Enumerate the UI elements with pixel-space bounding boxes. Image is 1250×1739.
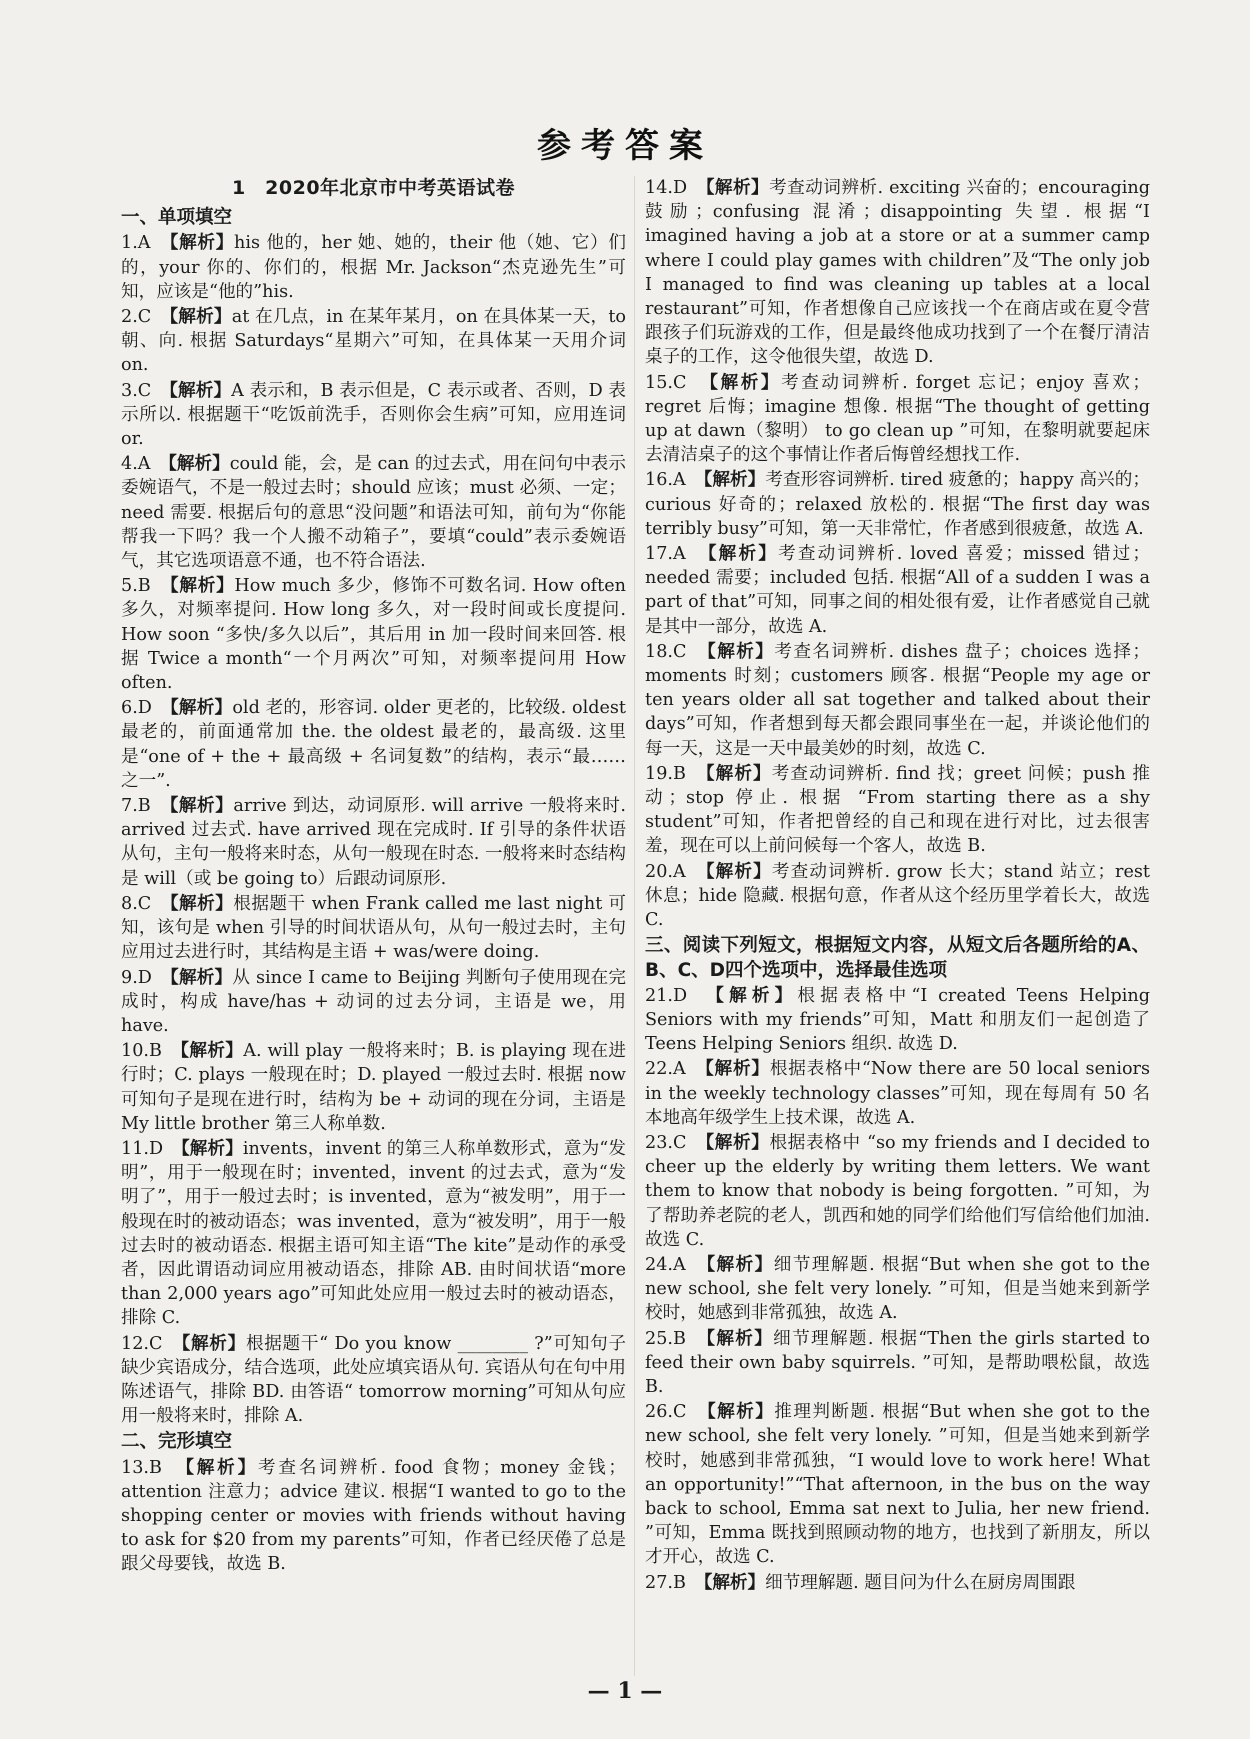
analysis-tag: 【解析】 (715, 985, 798, 1006)
answer-number: 7.B (121, 796, 151, 817)
answer-item (121, 379, 626, 452)
analysis-tag: 【解析】 (169, 893, 234, 914)
answer-number: 16.A (645, 470, 686, 491)
analysis-tag: 【解析】 (709, 372, 782, 393)
answer-number: 25.B (645, 1328, 686, 1349)
answer-text: 根据题干“ Do you know ________ ?”可知句子缺少宾语成分，结合选项，此处应填宾语从句. 宾语从句在句中用陈述语气，排除 BD. 由答语“ tomorrow morning”可知从句应用一般将来时，排除 A. (121, 1333, 626, 1427)
answer-number: 27.B (645, 1572, 686, 1593)
analysis-tag: 【解析】 (706, 641, 775, 662)
answer-number: 11.D (121, 1138, 164, 1159)
analysis-tag: 【解析】 (168, 454, 230, 475)
answer-number: 22.A (645, 1059, 686, 1080)
right-column (645, 176, 1150, 1596)
answer-item (121, 231, 626, 304)
answer-text: 细节理解题. 题目问为什么在厨房周围跟 (765, 1572, 1076, 1593)
answer-item (121, 794, 626, 891)
answer-item (121, 966, 626, 1039)
answer-text: 细节理解题. 根据“But when she got to the new school, she felt very lonely. ”可知，但是当她来到新学校时，她感到非常孤独，故选 A. (645, 1254, 1150, 1324)
answer-text: 根据表格中“Now there are 50 local seniors in the weekly technology classes”可知，现在每周有 50 名本地高年级学生上技术课，故选 A. (645, 1059, 1150, 1128)
page-title: 参考答案 (537, 126, 713, 166)
analysis-tag: 【解析】 (169, 307, 232, 328)
left-column (121, 172, 626, 1578)
answer-text: 考查动词辨析. grow 长大；stand 站立；rest 休息；hide 隐藏. 根据句意，作者从这个经历里学着长大，故选 C. (645, 861, 1150, 931)
answer-number: 10.B (121, 1041, 162, 1062)
answer-number: 12.C (121, 1333, 163, 1354)
answer-text: 考查名词辨析. dishes 盘子；choices 选择；moments 时刻；customers 顾客. 根据“People my age or ten years older all sat together and talked about their days”可知，作者想到每天都会跟同事坐在一起，并谈论他们的每一天，这是一天中最美妙的时刻，故选 C. (645, 641, 1150, 759)
answer-item (645, 542, 1150, 639)
answer-item (645, 371, 1150, 468)
answer-number: 1.A (121, 233, 151, 254)
analysis-tag: 【解析】 (703, 1572, 766, 1593)
analysis-tag: 【解析】 (169, 698, 233, 719)
analysis-tag: 【解析】 (705, 1132, 770, 1153)
answer-number: 13.B (121, 1457, 162, 1478)
answer-item (121, 452, 626, 573)
answer-number: 19.B (645, 763, 686, 784)
answer-text: 考查动词辨析. find 找；greet 问候；push 推动；stop 停止. 根据 “From starting there as a shy student”可知，作者把曾经的自己和现在进行对比，过去很害羞，现在可以上前问候每一个客人，故选 B. (645, 763, 1150, 857)
analysis-tag: 【解析】 (704, 1059, 770, 1080)
analysis-tag: 【解析】 (706, 1328, 774, 1349)
analysis-tag: 【解析】 (169, 380, 232, 401)
answer-number: 21.D (645, 985, 688, 1006)
answer-number: 3.C (121, 380, 152, 401)
answer-number: 6.D (121, 698, 152, 719)
answer-item (645, 1400, 1150, 1569)
analysis-tag: 【解析】 (706, 1254, 774, 1275)
answer-item (121, 574, 626, 695)
analysis-tag: 【解析】 (169, 796, 234, 817)
answer-number: 17.A (645, 544, 686, 565)
answer-text: 考查动词辨析. forget 忘记；enjoy 喜欢；regret 后悔；imagine 想像. 根据“The thought of getting up at dawn（黎明） to go clean up ”可知，在黎明就要起床去清洁桌子的这个事情让作者后悔曾经想找工作. (645, 372, 1150, 466)
answer-text: 考查动词辨析. loved 喜爱；missed 错过；needed 需要；included 包括. 根据“All of a sudden I was a part of that”可知，同事之间的相处很有爱，让作者感觉自己就是其中一部分，故选 A. (645, 544, 1150, 637)
answer-number: 8.C (121, 893, 152, 914)
answer-text: How much 多少，修饰不可数名词. How often 多久，对频率提问. How long 多久，对一段时间或长度提问. How soon “多快/多久以后”，其后用 in 加一段时间来回答. 根据 Twice a month“一个月两次”可知，对频率提问用 How often. (121, 576, 626, 694)
answer-number: 15.C (645, 372, 687, 393)
answer-number: 26.C (645, 1402, 687, 1423)
answer-number: 24.A (645, 1254, 686, 1275)
answer-text: old 老的，形容词. older 更老的，比较级. oldest 最老的，前面通常加 the. the oldest 最老的，最高级. 这里是“one of + the + 最高级 + 名词复数”的结构，表示“最……之一”. (121, 698, 626, 791)
analysis-tag: 【解析】 (169, 967, 233, 988)
analysis-tag: 【解析】 (180, 1041, 244, 1062)
column-divider (634, 176, 635, 1676)
answer-text: at 在几点，in 在某年某月，on 在具体某一天，to 朝、向. 根据 Saturdays“星期六”可知，在具体某一天用介词 on. (121, 307, 626, 376)
analysis-tag: 【解析】 (185, 1457, 258, 1478)
answer-item (645, 1327, 1150, 1400)
answer-item (645, 762, 1150, 859)
answer-text: arrive 到达，动词原形. will arrive 一般将来时. arrived 过去式. have arrived 现在完成时. If 引导的条件状语从句，主句一般将来时态，从句一般现在时态. 一般将来时态结构是 will（或 be going to）后跟动词原形. (121, 796, 626, 889)
analysis-tag: 【解析】 (705, 861, 772, 882)
answer-item (121, 1456, 626, 1577)
answer-text: invents，invent 的第三人称单数形式，意为“发明”，用于一般现在时；invented，invent 的过去式，意为“发明了”，用于一般过去时；is invented，意为“被发明”，用于一般现在时的被动语态；was invented，意为“被发明”，用于一般过去时的被动语态. 根据主语可知主语“The kite”是动作的承受者，因此谓语动词应用被动语态，排除 AB. 由时间状语“more than 2,000 years ago”可知此处应用一般过去时的被动语态，排除 C. (121, 1138, 627, 1329)
answer-text: 根据题干 when Frank called me last night 可知，该句是 when 引导的时间状语从句，从句一般过去时，主句应用过去进行时，其结构是主语 + was/were doing. (121, 893, 626, 963)
page-number: — 1 — (587, 1678, 663, 1704)
answer-number: 20.A (645, 861, 686, 882)
answer-item (645, 860, 1150, 933)
answer-item (121, 696, 626, 793)
answer-item (645, 984, 1150, 1057)
section-title-single-choice: 一、单项填空 (121, 207, 233, 229)
answer-text: could 能，会，是 can 的过去式，用在问句中表示委婉语气，不是一般过去时；should 应该；must 必须、一定；need 需要. 根据后句的意思“没问题”和语法可知，前句为“你能帮我一下吗？我一个人搬不动箱子”，要填“could”表示委婉语气，其它选项语意不通，也不符合语法. (121, 454, 626, 572)
answer-number: 4.A (121, 454, 151, 475)
answer-number: 5.B (121, 576, 151, 597)
answer-item (121, 892, 626, 965)
answer-text: 根据表格中 “so my friends and I decided to cheer up the elderly by writing them letters. We want them to know that nobody is being forgotten. ”可知，为了帮助养老院的老人，凯西和她的同学们给他们写信给他们加油. 故选 C. (645, 1132, 1150, 1250)
analysis-tag: 【解析】 (180, 1138, 243, 1159)
answer-item (645, 640, 1150, 761)
answer-text: 推理判断题. 根据“But when she got to the new school, she felt very lonely. ”可知，但是当她来到新学校时，她感到非常孤独，“I would love to work here! What an opportunity!”“That afternoon, in the bus on the way back to school, Emma sat next to Julia, her new friend. ”可知，Emma 既找到照顾动物的地方，也找到了新朋友，所以才开心，故选 C. (645, 1402, 1150, 1568)
answer-item (645, 1571, 1150, 1595)
answer-item (645, 1131, 1150, 1252)
answer-item (645, 176, 1150, 370)
analysis-tag: 【解析】 (707, 544, 779, 565)
answer-item (121, 1039, 626, 1136)
answer-text: 细节理解题. 根据“Then the girls started to feed their own baby squirrels. ”可知，是帮助喂松鼠，故选 B. (645, 1328, 1150, 1397)
answer-number: 2.C (121, 307, 152, 328)
answer-item (645, 1057, 1150, 1130)
section-title-cloze: 二、完形填空 (121, 1431, 233, 1453)
answer-number: 14.D (645, 178, 688, 198)
answer-text: 从 since I came to Beijing 判断句子使用现在完成时，构成 have/has + 动词的过去分词，主语是 we，用 have. (121, 967, 626, 1036)
answer-text: A 表示和，B 表示但是，C 表示或者、否则，D 表示所以. 根据题干“吃饭前洗手，否则你会生病”可知，应用连词 or. (121, 380, 626, 450)
answer-text: 考查动词辨析. exciting 兴奋的；encouraging 鼓励；confusing 混淆；disappointing 失望. 根据“I imagined having a job at a store or at a summer camp where I could play games with children”及“The only job I managed to find was cleaning up tables at a local restaurant”可知，作者想像自己应该找一个在商店或在夏令营跟孩子们玩游戏的工作，但是最终他成功找到了一个在餐厅清洁桌子的工作，这令他很失望，故选 D. (645, 178, 1150, 368)
answer-number: 23.C (645, 1132, 687, 1153)
answer-item (121, 1332, 626, 1429)
analysis-tag: 【解析】 (705, 178, 770, 198)
analysis-tag: 【解析】 (169, 576, 235, 597)
exam-title: 1 2020年北京市中考英语试卷 (231, 177, 516, 199)
section-title-reading: 三、阅读下列短文，根据短文内容，从短文后各题所给的A、B、C、D四个选项中，选择最佳选项 (645, 935, 1150, 981)
analysis-tag: 【解析】 (705, 763, 772, 784)
answer-text: A. will play 一般将来时；B. is playing 现在进行时；C. plays 一般现在时；D. played 一般过去时. 根据 now 可知句子是现在进行时，结构为 be + 动词的现在分词，主语是 My little brother 第三人称单数. (121, 1041, 626, 1134)
analysis-tag: 【解析】 (706, 1402, 775, 1423)
answer-item (645, 468, 1150, 541)
answer-text: 考查名词辨析. food 食物；money 金钱；attention 注意力；advice 建议. 根据“I wanted to go to the shopping center or movies with friends without having to ask for $20 from my parents”可知，作者已经厌倦了总是跟父母要钱，故选 B. (121, 1457, 626, 1575)
answer-item (645, 1253, 1150, 1326)
answer-item (121, 1137, 626, 1331)
answer-text: his 他的，her 她、她的，their 他（她、它）们的，your 你的、你们的，根据 Mr. Jackson“杰克逊先生”可知，应该是“他的”his. (121, 233, 626, 302)
analysis-tag: 【解析】 (703, 470, 766, 491)
answer-number: 9.D (121, 967, 152, 988)
answer-item (121, 305, 626, 378)
analysis-tag: 【解析】 (169, 233, 235, 254)
answer-number: 18.C (645, 641, 687, 662)
answer-text: 根据表格中“I created Teens Helping Seniors with my friends”可知，Matt 和朋友们一起创造了 Teens Helping Seniors 组织. 故选 D. (645, 985, 1150, 1055)
analysis-tag: 【解析】 (181, 1333, 246, 1354)
answer-text: 考查形容词辨析. tired 疲惫的；happy 高兴的；curious 好奇的；relaxed 放松的. 根据“The first day was terribly busy”可知，第一天非常忙，作者感到很疲惫，故选 A. (645, 470, 1150, 539)
